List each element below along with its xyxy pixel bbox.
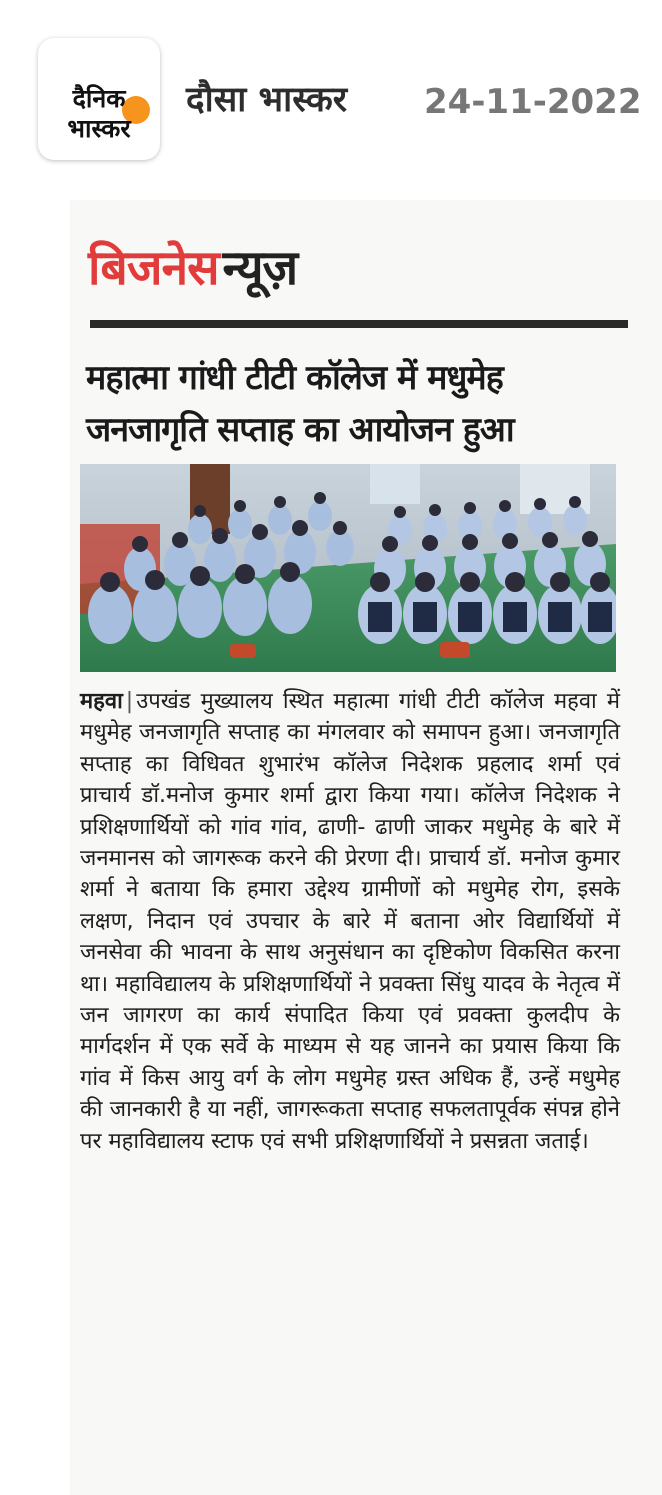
section-title-dark: न्यूज़ [222,240,298,296]
article-body-text: उपखंड मुख्यालय स्थित महात्मा गांधी टीटी कॉलेज महवा में मधुमेह जनजागृति सप्ताह का मंगलवार को समापन हुआ। जनजागृति सप्ताह का विधिवत शुभारंभ कॉलेज निदेशक प्रहलाद शर्मा एवं प्राचार्य डॉ.मनोज कुमार शर्मा द्वारा किया गया। कॉलेज निदेशक ने प्रशिक्षणार्थियों को गांव गांव, ढाणी- ढाणी जाकर मधुमेह के बारे में जनमानस को जागरूक करने की प्रेरणा दी। प्राचार्य डॉ. मनोज कुमार शर्मा ने बताया कि हमारा उद्देश्य ग्रामीणों को मधुमेह रोग, इसके लक्षण, निदान एवं उपचार के बारे में बताना ओर विद्यार्थियों में जनसेवा की भावना के साथ अनुसंधान का दृष्टिकोण विकसित करना था। महाविद्यालय के प्रशिक्षणार्थियों ने प्रवक्ता सिंधु यादव के नेतृत्व में जन जागरण का कार्य संपादित किया एवं प्रवक्ता कुलदीप के मार्गदर्शन में एक सर्वे के माध्यम से यह जानने का प्रयास किया कि गांव में किस आयु वर्ग के लोग मधुमेह ग्रस्त अधिक हैं, उन्हें मधुमेह की जानकारी है या नहीं, जागरूकता सप्ताह सफलतापूर्वक संपन्न होने पर महाविद्यालय स्टाफ एवं सभी प्रशिक्षणार्थियों ने प्रसन्नता जताई। [80,689,620,1154]
article-photo [80,464,616,672]
edition-date: 24-11-2022 [424,82,642,122]
logo-line2: भास्कर [67,114,131,143]
logo-line1: दैनिक [72,84,126,113]
app-header [0,0,662,200]
section-title-colored: बिजनेस [88,240,219,296]
headline-line-1: महात्मा गांधी टीटी कॉलेज में मधुमेह [86,358,503,398]
dateline: महवा [80,689,123,714]
section-title [88,232,297,304]
section-divider [90,320,628,328]
edition-name: दौसा भास्कर [186,80,348,120]
classroom-photo-illustration [80,464,616,672]
dainik-bhaskar-logo[interactable] [38,38,160,160]
headline-line-2: जनजागृति सप्ताह का आयोजन हुआ [86,410,514,450]
article-headline [86,352,634,456]
dateline-separator: | [125,689,134,714]
article-body [80,686,620,1157]
